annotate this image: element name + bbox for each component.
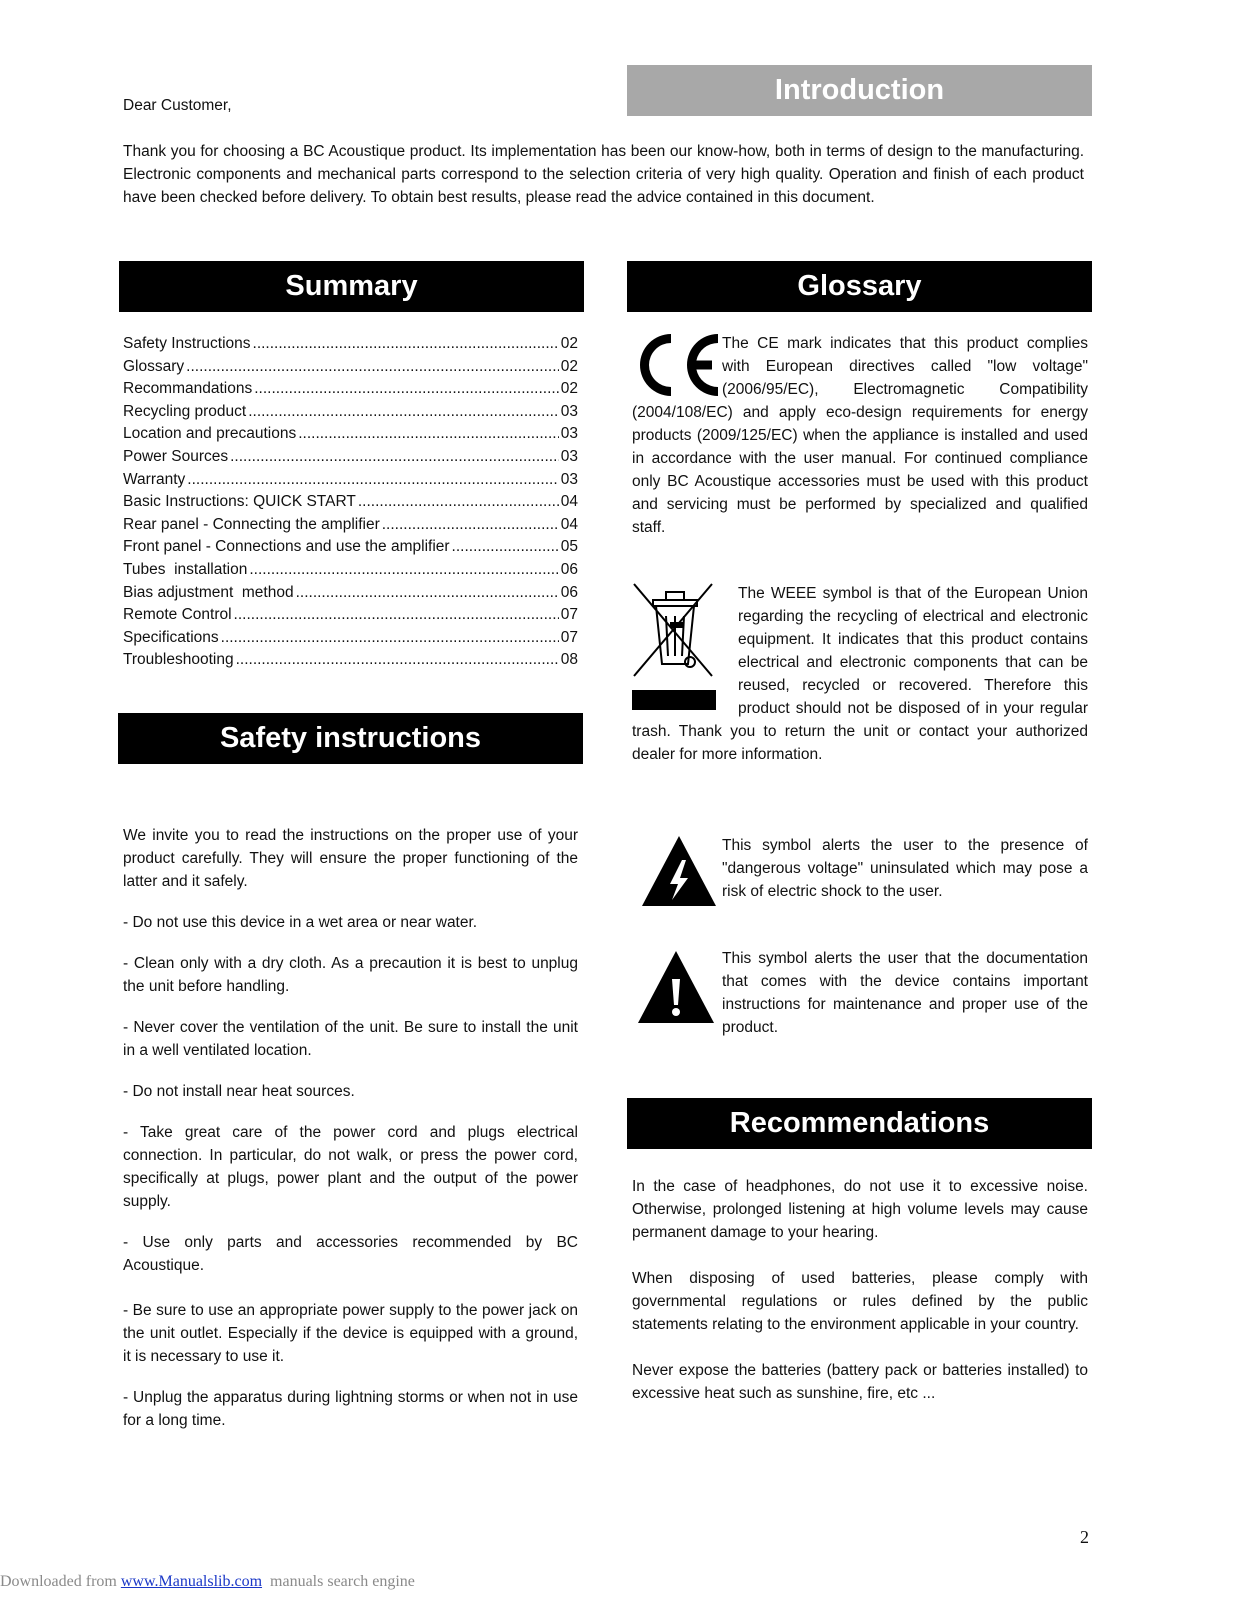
toc-item[interactable]	[123, 377, 578, 400]
recommendations-body	[632, 1175, 1088, 1428]
glossary-heading-text: Glossary	[797, 270, 922, 302]
toc-item[interactable]	[123, 355, 578, 378]
toc-leader	[186, 355, 559, 378]
toc-item-title: Rear panel - Connecting the amplifier	[123, 515, 380, 533]
weee-section	[632, 582, 1088, 766]
toc-item[interactable]	[123, 445, 578, 468]
recommendation-paragraph: When disposing of used batteries, please comply with governmental regulations or rules defined by the public statements relating to the environment applicable in your country.	[632, 1270, 1088, 1333]
toc-item-page: 03	[560, 470, 578, 488]
toc-item[interactable]	[123, 513, 578, 536]
toc-item-page: 07	[560, 628, 578, 646]
weee-description: The WEEE symbol is that of the European Union regarding the recycling of electrical and electronic equipment. It indicates that this product contains electrical and electronic components that can be reused, recycled or recovered. Therefore this product should not be disposed of in your regular trash. Thank you to return the unit or contact your authorized dealer for more information.	[632, 585, 1088, 763]
toc-item[interactable]	[123, 648, 578, 671]
safety-heading-text: Safety instructions	[219, 722, 482, 754]
toc-item-title: Troubleshooting	[123, 651, 234, 669]
documentation-warning-section	[636, 947, 1088, 1039]
safety-paragraph: - Unplug the apparatus during lightning storms or when not in use for a long time.	[123, 1389, 578, 1429]
toc-leader	[187, 468, 558, 491]
toc-item-page: 04	[560, 515, 578, 533]
ce-section	[632, 332, 1088, 539]
toc-item[interactable]	[123, 332, 578, 355]
toc-item-page: 04	[560, 493, 578, 511]
toc-item-page: 03	[560, 447, 578, 465]
toc-leader	[254, 377, 559, 400]
toc-item-title: Specifications	[123, 628, 219, 646]
toc-leader	[234, 603, 559, 626]
toc-leader	[248, 400, 559, 423]
safety-paragraph: - Do not use this device in a wet area or near water.	[123, 914, 478, 931]
summary-heading-text: Summary	[285, 270, 418, 302]
toc-item-title: Front panel - Connections and use the amplifier	[123, 538, 450, 556]
toc-item[interactable]	[123, 603, 578, 626]
toc-item-title: Basic Instructions: QUICK START	[123, 493, 356, 511]
toc-item[interactable]	[123, 490, 578, 513]
toc-item-title: Remote Control	[123, 606, 232, 624]
glossary-heading	[627, 261, 1092, 312]
page-number: 2	[1080, 1527, 1089, 1547]
toc-leader	[230, 445, 559, 468]
summary-heading	[119, 261, 584, 312]
toc-item-title: Glossary	[123, 357, 185, 375]
recommendation-paragraph: In the case of headphones, do not use it to excessive noise. Otherwise, prolonged listening at high volume levels may cause permanent damage to your hearing.	[632, 1178, 1088, 1241]
toc-item-title: Warranty	[123, 470, 186, 488]
toc-item-page: 02	[560, 380, 578, 398]
toc-item-page: 02	[560, 357, 578, 375]
safety-paragraph: We invite you to read the instructions on the proper use of your product carefully. They will ensure the proper functioning of the latter and it safely.	[123, 827, 578, 890]
toc-item-title: Recommandations	[123, 380, 253, 398]
toc-item-page: 03	[560, 402, 578, 420]
toc-item[interactable]	[123, 422, 578, 445]
ce-mark-icon	[632, 332, 720, 398]
introduction-heading-text: Introduction	[774, 74, 945, 106]
safety-paragraph: - Do not install near heat sources.	[123, 1083, 355, 1100]
toc-leader	[296, 581, 559, 604]
toc-item[interactable]	[123, 558, 578, 581]
recommendations-heading-text: Recommendations	[729, 1107, 990, 1139]
voltage-warning-text: This symbol alerts the user to the presence of "dangerous voltage" uninsulated which may pose a risk of electric shock to the user.	[722, 837, 1088, 900]
safety-paragraph: - Never cover the ventilation of the unit. Be sure to install the unit in a well ventilated location.	[123, 1019, 578, 1059]
toc-item-title: Recycling product	[123, 402, 247, 420]
ce-description: The CE mark indicates that this product complies with European directives called "low voltage" (2006/95/EC), Electromagnetic Compatibility (2004/108/EC) and apply eco-design requirements for energy products (2009/125/EC) when the appliance is installed and used in accordance with the user manual. For continued compliance only BC Acoustique accessories must be used with this product and servicing must be performed by specialized and qualified staff.	[632, 335, 1088, 536]
toc-leader	[236, 648, 559, 671]
intro-paragraph: Thank you for choosing a BC Acoustique product. Its implementation has been our know-how, both in terms of design to the manufacturing. Electronic components and mechanical parts correspond to the selection criteria of very high quality. Operation and finish of each product have been checked before delivery. To obtain best results, please read the advice contained in this document.	[123, 143, 1084, 206]
documentation-warning-text: This symbol alerts the user that the documentation that comes with the device contains important instructions for maintenance and proper use of the product.	[722, 950, 1088, 1036]
toc-item-title: Power Sources	[123, 447, 229, 465]
toc-leader	[452, 535, 559, 558]
manualslib-link[interactable]: www.Manualslib.com	[120, 1573, 263, 1590]
toc-item[interactable]	[123, 581, 578, 604]
toc-item-page: 02	[560, 335, 578, 352]
toc-leader	[298, 422, 559, 445]
toc-item-page: 06	[560, 583, 578, 601]
toc-item-page: 05	[560, 538, 578, 556]
exclamation-warning-icon	[636, 949, 716, 1025]
toc-item[interactable]	[123, 535, 578, 558]
toc-item-page: 06	[560, 560, 578, 578]
download-footer	[0, 1570, 415, 1593]
voltage-warning-section	[640, 834, 1088, 908]
footer-suffix: manuals search engine	[262, 1573, 415, 1590]
safety-paragraph: - Use only parts and accessories recommended by BC Acoustique.	[123, 1234, 578, 1274]
safety-paragraph: - Be sure to use an appropriate power supply to the power jack on the unit outlet. Especially if the device is equipped with a ground, it is necessary to use it.	[123, 1302, 578, 1365]
weee-bin-icon	[632, 582, 718, 712]
recommendation-paragraph: Never expose the batteries (battery pack or batteries installed) to excessive heat such as sunshine, fire, etc ...	[632, 1362, 1088, 1402]
footer-prefix: Downloaded from	[0, 1573, 121, 1590]
safety-paragraph: - Take great care of the power cord and plugs electrical connection. In particular, do not walk, or press the power cord, specifically at plugs, power plant and the output of the power supply.	[123, 1124, 578, 1210]
toc-leader	[221, 626, 559, 649]
toc-item-title: Location and precautions	[123, 425, 297, 443]
toc-item-title: Bias adjustment method	[123, 583, 294, 601]
recommendations-heading	[627, 1098, 1092, 1149]
greeting: Dear Customer,	[123, 97, 232, 114]
toc-item-page: 03	[560, 425, 578, 443]
toc-leader	[382, 513, 559, 536]
toc-item[interactable]	[123, 400, 578, 423]
safety-instructions	[123, 824, 578, 1450]
table-of-contents	[123, 332, 578, 671]
safety-heading	[118, 713, 583, 764]
toc-item-page: 07	[560, 606, 578, 624]
toc-leader	[358, 490, 559, 513]
toc-leader	[253, 332, 559, 355]
toc-leader	[249, 558, 558, 581]
safety-paragraph: - Clean only with a dry cloth. As a precaution it is best to unplug the unit before handling.	[123, 955, 578, 995]
toc-item[interactable]	[123, 626, 578, 649]
toc-item-title: Safety Instructions	[123, 335, 251, 352]
toc-item-title: Tubes installation	[123, 560, 248, 578]
toc-item[interactable]	[123, 468, 578, 491]
lightning-warning-icon	[640, 834, 718, 908]
introduction-heading	[627, 65, 1092, 116]
toc-item-page: 08	[560, 651, 578, 669]
